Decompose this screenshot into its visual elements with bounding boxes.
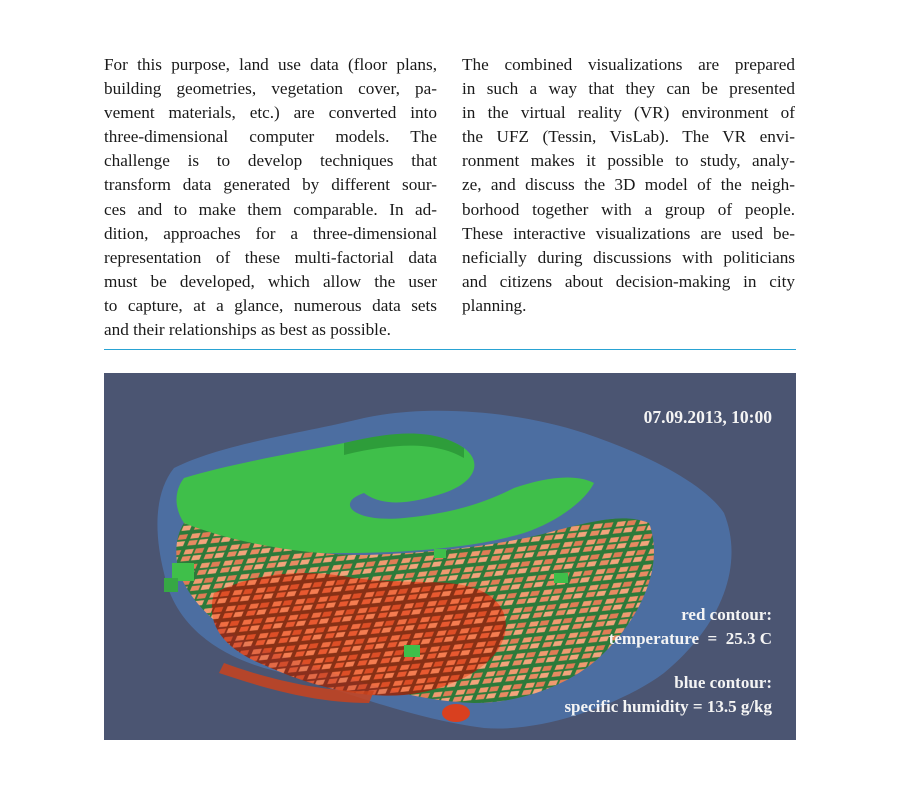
text-line: The combined visualizations are prepared — [462, 55, 795, 74]
city-3d-visualization — [104, 373, 796, 740]
red-contour-label: red contour: — [681, 605, 772, 624]
timestamp-label: 07.09.2013, 10:00 — [643, 407, 772, 427]
text-line: three-dimensional computer models. The — [104, 127, 437, 147]
text-line: to capture, at a glance, numerous data sets — [104, 295, 437, 315]
text-line: For this purpose, land use data (floor plans, — [104, 55, 437, 74]
text-line: in the virtual reality (VR) environment of — [462, 103, 795, 123]
humidity-legend — [564, 671, 772, 719]
text-line: and citizens about decision-making in city — [462, 271, 795, 291]
text-line: ze, and discuss the 3D model of the neigh- — [462, 175, 795, 195]
text-line: ronment makes it possible to study, analy- — [462, 151, 795, 171]
blue-contour-label: blue contour: — [674, 673, 772, 692]
text-line: the UFZ (Tessin, VisLab). The VR envi- — [462, 127, 795, 147]
text-line: challenge is to develop techniques that — [104, 151, 437, 171]
text-line: ces and to make them comparable. In ad- — [104, 199, 437, 219]
text-line: planning. — [462, 295, 527, 315]
temperature-value: temperature = 25.3 C — [608, 629, 772, 648]
text-line: transform data generated by different sour- — [104, 175, 437, 195]
section-divider — [104, 349, 796, 350]
text-line: building geometries, vegetation cover, pa- — [104, 79, 437, 99]
left-text-column — [104, 53, 437, 342]
text-line: These interactive visualizations are used be- — [462, 223, 795, 243]
text-line: dition, approaches for a three-dimensional — [104, 223, 437, 243]
text-line: borhood together with a group of people. — [462, 199, 795, 219]
right-text-column — [462, 53, 795, 318]
text-line: representation of these multi-factorial data — [104, 247, 437, 267]
humidity-value: specific humidity = 13.5 g/kg — [564, 697, 772, 716]
text-line: and their relationships as best as possible. — [104, 320, 391, 340]
text-line: neficially during discussions with politicians — [462, 247, 795, 267]
text-line: in such a way that they can be presented — [462, 79, 795, 99]
text-line: must be developed, which allow the user — [104, 271, 437, 291]
text-line: vement materials, etc.) are converted into — [104, 103, 437, 123]
temperature-legend — [609, 603, 772, 651]
